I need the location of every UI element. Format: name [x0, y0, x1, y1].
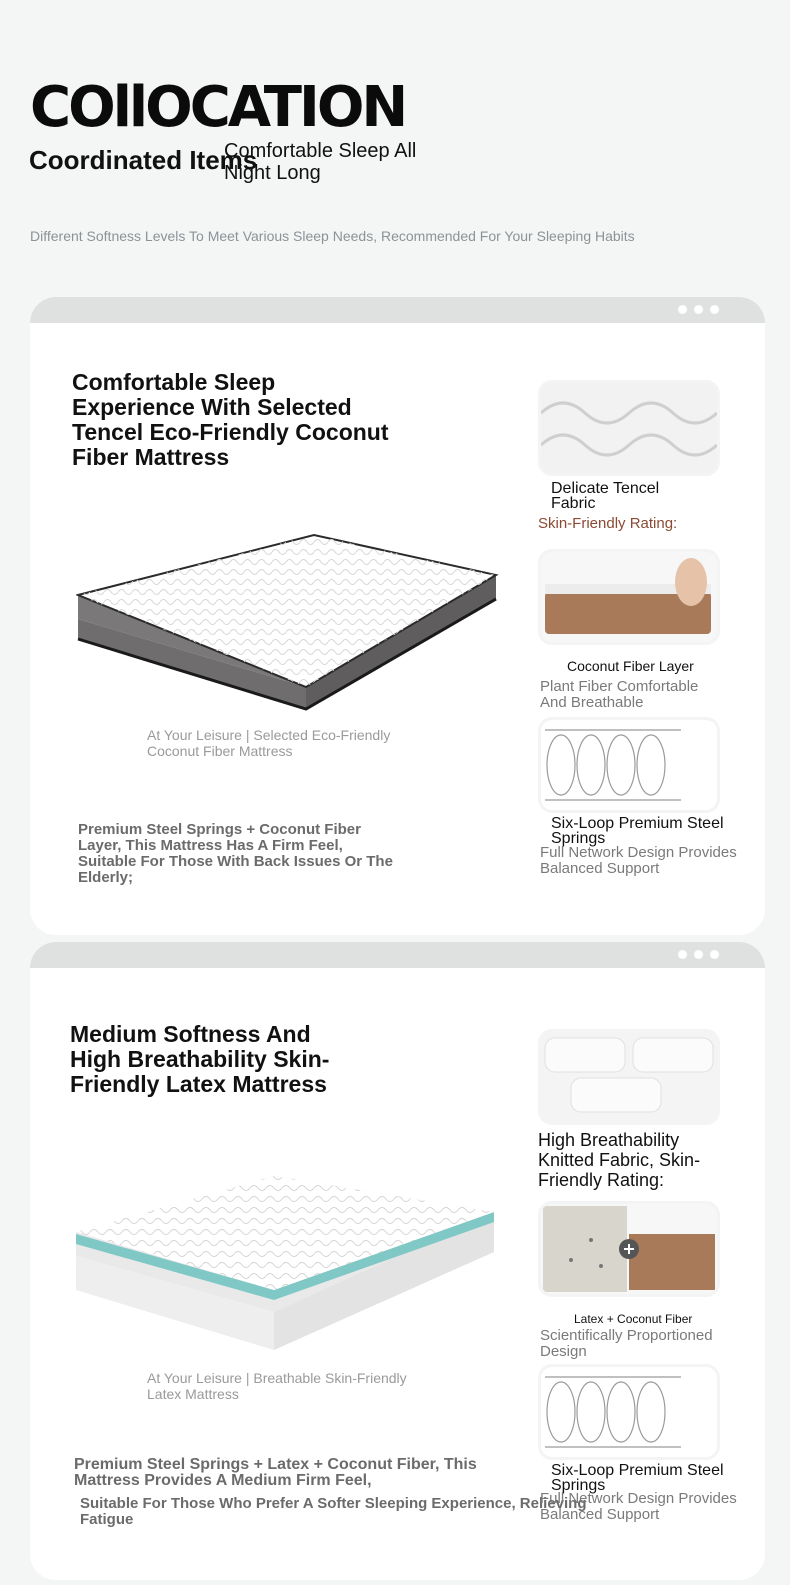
product-caption: At Your Leisure | Selected Eco-Friendly Coconut Fiber Mattress	[147, 727, 391, 759]
steel-springs-thumb	[538, 717, 720, 813]
coconut-fiber-icon	[541, 552, 717, 642]
coconut-mattress-image	[76, 527, 502, 717]
latex-mattress-image	[74, 1172, 500, 1357]
card-top-bar	[30, 942, 765, 968]
feature-description: Scientifically Proportioned Design	[540, 1327, 713, 1360]
coconut-fiber-thumb	[538, 549, 720, 645]
window-dots-icon	[678, 950, 719, 959]
feature-label: Six-Loop Premium Steel Springs	[551, 1462, 724, 1494]
feature-label: Six-Loop Premium Steel Springs	[551, 815, 724, 847]
section-subtitle: Coordinated Items	[29, 145, 258, 175]
product-description-continued: Suitable For Those Who Prefer A Softer Sleeping Experience, Relieving Fatigue	[80, 1495, 587, 1528]
feature-label: Coconut Fiber Layer	[567, 658, 694, 674]
steel-springs-thumb	[538, 1364, 720, 1460]
feature-label: Latex + Coconut Fiber	[574, 1312, 693, 1326]
brand-title: COllOCATION	[30, 75, 406, 140]
latex-coconut-icon	[541, 1204, 717, 1294]
latex-coconut-thumb	[538, 1201, 720, 1297]
product-title: Medium Softness And High Breathability Skin-Friendly Latex Mattress	[70, 1021, 330, 1097]
feature-description: Plant Fiber Comfortable And Breathable	[540, 678, 699, 711]
product-description: Premium Steel Springs + Coconut Fiber Layer, This Mattress Has A Firm Feel, Suitable For Those With Back Issues Or The Elderly;	[78, 821, 393, 886]
section-description: Different Softness Levels To Meet Various Sleep Needs, Recommended For Your Sleeping Habits	[30, 228, 635, 244]
feature-rating: Skin-Friendly Rating:	[538, 515, 678, 532]
product-card-coconut	[30, 297, 765, 935]
feature-label: Delicate Tencel Fabric	[551, 480, 660, 512]
knitted-fabric-thumb	[538, 1029, 720, 1125]
fabric-texture-icon	[541, 1032, 717, 1122]
spring-coil-icon	[541, 720, 717, 810]
product-card-latex	[30, 942, 765, 1580]
feature-description: Full Network Design Provides Balanced Support	[540, 1490, 737, 1523]
feature-description: Full Network Design Provides Balanced Support	[540, 844, 737, 877]
tencel-fabric-thumb	[538, 380, 720, 476]
section-tagline: Comfortable Sleep All Night Long	[224, 140, 417, 184]
product-title: Comfortable Sleep Experience With Selected Tencel Eco-Friendly Coconut Fiber Mattress	[72, 369, 389, 470]
feature-label: High Breathability Knitted Fabric, Skin-Friendly Rating:	[538, 1130, 701, 1190]
product-caption: At Your Leisure | Breathable Skin-Friendly Latex Mattress	[147, 1370, 407, 1402]
window-dots-icon	[678, 305, 719, 314]
card-top-bar	[30, 297, 765, 323]
spring-coil-icon	[541, 1367, 717, 1457]
fabric-texture-icon	[541, 383, 717, 473]
product-description: Premium Steel Springs + Latex + Coconut Fiber, This Mattress Provides A Medium Firm Feel,	[74, 1456, 477, 1489]
